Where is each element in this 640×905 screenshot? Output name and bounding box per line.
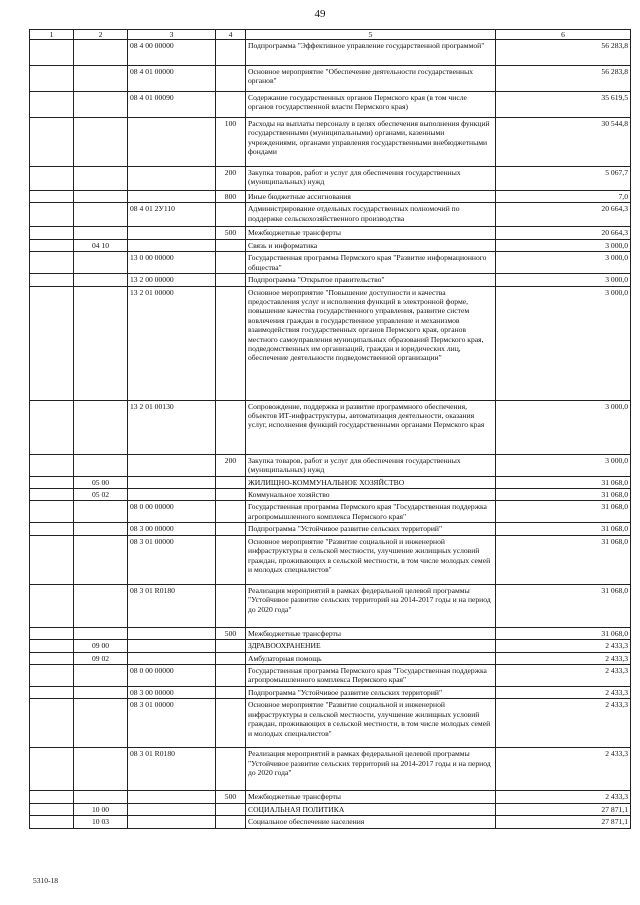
- item-name: Межбюджетные трансферты: [246, 791, 496, 803]
- table-row: [30, 535, 631, 584]
- item-name: Коммунальное хозяйство: [246, 489, 496, 501]
- item-name: Связь и информатика: [246, 239, 496, 251]
- item-name: ЗДРАВООХРАНЕНИЕ: [246, 640, 496, 652]
- section-code: 09 00: [74, 640, 128, 652]
- cell-col1: [30, 489, 74, 501]
- section-code: [74, 665, 128, 687]
- amount-value: 2 433,3: [496, 640, 631, 652]
- target-article-code: [128, 118, 216, 167]
- item-name: Амбулаторная помощь: [246, 652, 496, 664]
- table-row: [30, 286, 631, 400]
- amount-value: 2 433,3: [496, 665, 631, 687]
- target-article-code: [128, 489, 216, 501]
- table-row: [30, 489, 631, 501]
- expense-type-code: [216, 92, 246, 118]
- section-code: [74, 286, 128, 400]
- table-row: [30, 816, 631, 828]
- table-row: [30, 791, 631, 803]
- amount-value: 2 433,3: [496, 791, 631, 803]
- cell-col1: [30, 167, 74, 191]
- cell-col1: [30, 191, 74, 203]
- section-code: [74, 535, 128, 584]
- target-article-code: 08 4 00 00000: [128, 40, 216, 66]
- table-row: [30, 748, 631, 791]
- section-code: [74, 227, 128, 239]
- cell-col1: [30, 687, 74, 699]
- target-article-code: [128, 652, 216, 664]
- item-name: Основное мероприятие "Повышение доступности и качества предоставления услуг и исполнения функций в электронной форме, повышение качества государственного управления, развитие систем вовлечения граждан в государственное управление и механизмов взаимодействия государственных органов Пермского края, органов местного самоуправления муниципальных образований Пермского края, подведомственных им организаций, граждан и юридических лиц, обеспечение деятельности подведомственной организации": [246, 286, 496, 400]
- amount-value: 31 068,0: [496, 627, 631, 639]
- item-name: Закупка товаров, работ и услуг для обеспечения государственных (муниципальных) нужд: [246, 167, 496, 191]
- amount-value: 31 068,0: [496, 476, 631, 488]
- item-name: Подпрограмма "Устойчивое развитие сельских территорий": [246, 687, 496, 699]
- item-name: Закупка товаров, работ и услуг для обеспечения государственных (муниципальных) нужд: [246, 454, 496, 476]
- section-code: [74, 748, 128, 791]
- cell-col1: [30, 584, 74, 627]
- target-article-code: 08 3 01 R0180: [128, 584, 216, 627]
- table-row: [30, 118, 631, 167]
- amount-value: 35 619,5: [496, 92, 631, 118]
- amount-value: 7,0: [496, 191, 631, 203]
- expense-type-code: [216, 816, 246, 828]
- table-row: [30, 687, 631, 699]
- expense-type-code: [216, 252, 246, 274]
- item-name: Сопровождение, поддержка и развитие программного обеспечения, объектов ИТ-инфраструктуры, автоматизация деятельности, оказания услуг, исполнения функций государственными органами Пермского края: [246, 400, 496, 454]
- amount-value: 31 068,0: [496, 523, 631, 535]
- table-row: [30, 400, 631, 454]
- target-article-code: [128, 816, 216, 828]
- cell-col1: [30, 476, 74, 488]
- amount-value: 27 871,1: [496, 816, 631, 828]
- amount-value: 3 000,0: [496, 454, 631, 476]
- cell-col1: [30, 803, 74, 815]
- column-header: 3: [128, 30, 216, 40]
- cell-col1: [30, 66, 74, 92]
- table-row: [30, 627, 631, 639]
- target-article-code: [128, 239, 216, 251]
- amount-value: 30 544,8: [496, 118, 631, 167]
- expense-type-code: [216, 286, 246, 400]
- target-article-code: 08 4 01 00000: [128, 66, 216, 92]
- expense-type-code: [216, 203, 246, 227]
- target-article-code: 08 3 00 00000: [128, 523, 216, 535]
- table-row: [30, 665, 631, 687]
- item-name: Основное мероприятие "Развитие социальной и инженерной инфраструктуры в сельской местности, улучшение жилищных условий граждан, проживающих в сельской местности, в том числе молодых семей и молодых специалистов": [246, 535, 496, 584]
- amount-value: 56 283,8: [496, 40, 631, 66]
- expense-type-code: [216, 584, 246, 627]
- cell-col1: [30, 286, 74, 400]
- amount-value: 31 068,0: [496, 489, 631, 501]
- amount-value: 3 000,0: [496, 274, 631, 286]
- table-row: [30, 523, 631, 535]
- amount-value: 31 068,0: [496, 501, 631, 523]
- cell-col1: [30, 748, 74, 791]
- item-name: Основное мероприятие "Развитие социальной и инженерной инфраструктуры в сельской местности, улучшение жилищных условий граждан, проживающих в сельской местности, в том числе молодых семей и молодых специалистов": [246, 699, 496, 748]
- section-code: [74, 118, 128, 167]
- target-article-code: [128, 803, 216, 815]
- amount-value: 3 000,0: [496, 252, 631, 274]
- amount-value: 2 433,3: [496, 748, 631, 791]
- expense-type-code: [216, 687, 246, 699]
- amount-value: 2 433,3: [496, 652, 631, 664]
- cell-col1: [30, 791, 74, 803]
- item-name: Государственная программа Пермского края "Развитие информационного общества": [246, 252, 496, 274]
- target-article-code: 13 2 01 00000: [128, 286, 216, 400]
- cell-col1: [30, 535, 74, 584]
- amount-value: 20 664,3: [496, 203, 631, 227]
- item-name: Межбюджетные трансферты: [246, 227, 496, 239]
- section-code: [74, 92, 128, 118]
- section-code: 05 00: [74, 476, 128, 488]
- expense-type-code: [216, 748, 246, 791]
- item-name: Администрирование отдельных государственных полномочий по поддержке сельскохозяйственного производства: [246, 203, 496, 227]
- item-name: Содержание государственных органов Пермского края (в том числе органов государственной власти Пермского края): [246, 92, 496, 118]
- target-article-code: 13 2 00 00000: [128, 274, 216, 286]
- table-row: [30, 640, 631, 652]
- target-article-code: [128, 191, 216, 203]
- expense-type-code: [216, 274, 246, 286]
- table-row: [30, 66, 631, 92]
- cell-col1: [30, 40, 74, 66]
- table-row: [30, 252, 631, 274]
- cell-col1: [30, 816, 74, 828]
- target-article-code: 08 3 01 00000: [128, 699, 216, 748]
- item-name: Государственная программа Пермского края "Государственная поддержка агропромышленного комплекса Пермского края": [246, 501, 496, 523]
- expense-type-code: [216, 523, 246, 535]
- table-row: [30, 92, 631, 118]
- expense-type-code: [216, 476, 246, 488]
- expense-type-code: [216, 535, 246, 584]
- expense-type-code: [216, 652, 246, 664]
- cell-col1: [30, 501, 74, 523]
- column-header: 6: [496, 30, 631, 40]
- target-article-code: 08 3 00 00000: [128, 687, 216, 699]
- section-code: [74, 167, 128, 191]
- section-code: [74, 584, 128, 627]
- cell-col1: [30, 523, 74, 535]
- section-code: [74, 252, 128, 274]
- amount-value: 31 068,0: [496, 535, 631, 584]
- target-article-code: [128, 167, 216, 191]
- target-article-code: 08 4 01 2У110: [128, 203, 216, 227]
- table-row: [30, 167, 631, 191]
- table-row: [30, 203, 631, 227]
- cell-col1: [30, 627, 74, 639]
- section-code: 10 00: [74, 803, 128, 815]
- table-header-row: [30, 30, 631, 40]
- amount-value: 56 283,8: [496, 66, 631, 92]
- section-code: 04 10: [74, 239, 128, 251]
- expense-type-code: [216, 239, 246, 251]
- table-row: [30, 191, 631, 203]
- amount-value: 2 433,3: [496, 699, 631, 748]
- item-name: Государственная программа Пермского края "Государственная поддержка агропромышленного комплекса Пермского края": [246, 665, 496, 687]
- cell-col1: [30, 665, 74, 687]
- item-name: СОЦИАЛЬНАЯ ПОЛИТИКА: [246, 803, 496, 815]
- target-article-code: [128, 640, 216, 652]
- cell-col1: [30, 92, 74, 118]
- section-code: [74, 274, 128, 286]
- cell-col1: [30, 400, 74, 454]
- cell-col1: [30, 454, 74, 476]
- table-row: [30, 584, 631, 627]
- cell-col1: [30, 699, 74, 748]
- item-name: Расходы на выплаты персоналу в целях обеспечения выполнения функций государственными (муниципальными) органами, казенными учреждениями, органами управления государственными внебюджетными фондами: [246, 118, 496, 167]
- table-row: [30, 501, 631, 523]
- table-row: [30, 652, 631, 664]
- section-code: [74, 791, 128, 803]
- cell-col1: [30, 227, 74, 239]
- amount-value: 27 871,1: [496, 803, 631, 815]
- table-row: [30, 239, 631, 251]
- target-article-code: 08 3 01 00000: [128, 535, 216, 584]
- target-article-code: 08 0 00 00000: [128, 501, 216, 523]
- expense-type-code: 500: [216, 227, 246, 239]
- section-code: [74, 627, 128, 639]
- section-code: [74, 400, 128, 454]
- target-article-code: [128, 454, 216, 476]
- section-code: [74, 203, 128, 227]
- item-name: ЖИЛИЩНО-КОММУНАЛЬНОЕ ХОЗЯЙСТВО: [246, 476, 496, 488]
- table-row: [30, 803, 631, 815]
- expense-type-code: [216, 40, 246, 66]
- expense-type-code: [216, 489, 246, 501]
- column-header: 5: [246, 30, 496, 40]
- section-code: [74, 523, 128, 535]
- target-article-code: [128, 627, 216, 639]
- section-code: [74, 687, 128, 699]
- section-code: [74, 699, 128, 748]
- expense-type-code: 500: [216, 627, 246, 639]
- column-header: 2: [74, 30, 128, 40]
- section-code: [74, 501, 128, 523]
- cell-col1: [30, 239, 74, 251]
- expense-type-code: [216, 699, 246, 748]
- amount-value: 3 000,0: [496, 400, 631, 454]
- cell-col1: [30, 252, 74, 274]
- item-name: Реализация мероприятий в рамках федеральной целевой программы "Устойчивое развитие сельских территорий на 2014-2017 годы и на период до 2020 года": [246, 584, 496, 627]
- amount-value: 5 067,7: [496, 167, 631, 191]
- table-row: [30, 454, 631, 476]
- item-name: Основное мероприятие "Обеспечение деятельности государственных органов": [246, 66, 496, 92]
- section-code: [74, 191, 128, 203]
- target-article-code: 13 2 01 00130: [128, 400, 216, 454]
- item-name: Иные бюджетные ассигнования: [246, 191, 496, 203]
- item-name: Подпрограмма "Устойчивое развитие сельских территорий": [246, 523, 496, 535]
- amount-value: 3 000,0: [496, 239, 631, 251]
- table-row: [30, 227, 631, 239]
- item-name: Реализация мероприятий в рамках федеральной целевой программы "Устойчивое развитие сельских территорий на 2014-2017 годы и на период до 2020 года": [246, 748, 496, 791]
- table-row: [30, 699, 631, 748]
- table-body: [30, 40, 631, 829]
- expense-type-code: 100: [216, 118, 246, 167]
- budget-table: [29, 29, 631, 829]
- amount-value: 31 068,0: [496, 584, 631, 627]
- expense-type-code: [216, 665, 246, 687]
- target-article-code: [128, 476, 216, 488]
- table-row: [30, 274, 631, 286]
- section-code: [74, 66, 128, 92]
- target-article-code: [128, 227, 216, 239]
- amount-value: 3 000,0: [496, 286, 631, 400]
- table-row: [30, 40, 631, 66]
- item-name: Подпрограмма "Открытое правительство": [246, 274, 496, 286]
- section-code: [74, 40, 128, 66]
- expense-type-code: [216, 66, 246, 92]
- expense-type-code: [216, 803, 246, 815]
- item-name: Социальное обеспечение населения: [246, 816, 496, 828]
- page-number: 49: [314, 8, 326, 20]
- section-code: [74, 454, 128, 476]
- column-header: 4: [216, 30, 246, 40]
- amount-value: 20 664,3: [496, 227, 631, 239]
- section-code: 10 03: [74, 816, 128, 828]
- cell-col1: [30, 640, 74, 652]
- target-article-code: [128, 791, 216, 803]
- target-article-code: 08 0 00 00000: [128, 665, 216, 687]
- item-name: Подпрограмма "Эффективное управление государственной программой": [246, 40, 496, 66]
- cell-col1: [30, 203, 74, 227]
- section-code: 09 02: [74, 652, 128, 664]
- document-code: 5310-18: [33, 876, 58, 885]
- table-row: [30, 476, 631, 488]
- target-article-code: 08 3 01 R0180: [128, 748, 216, 791]
- expense-type-code: 200: [216, 454, 246, 476]
- cell-col1: [30, 118, 74, 167]
- target-article-code: 13 0 00 00000: [128, 252, 216, 274]
- column-header: 1: [30, 30, 74, 40]
- section-code: 05 02: [74, 489, 128, 501]
- cell-col1: [30, 274, 74, 286]
- expense-type-code: [216, 400, 246, 454]
- expense-type-code: 800: [216, 191, 246, 203]
- expense-type-code: [216, 501, 246, 523]
- expense-type-code: [216, 640, 246, 652]
- expense-type-code: 500: [216, 791, 246, 803]
- cell-col1: [30, 652, 74, 664]
- amount-value: 2 433,3: [496, 687, 631, 699]
- target-article-code: 08 4 01 00090: [128, 92, 216, 118]
- item-name: Межбюджетные трансферты: [246, 627, 496, 639]
- expense-type-code: 200: [216, 167, 246, 191]
